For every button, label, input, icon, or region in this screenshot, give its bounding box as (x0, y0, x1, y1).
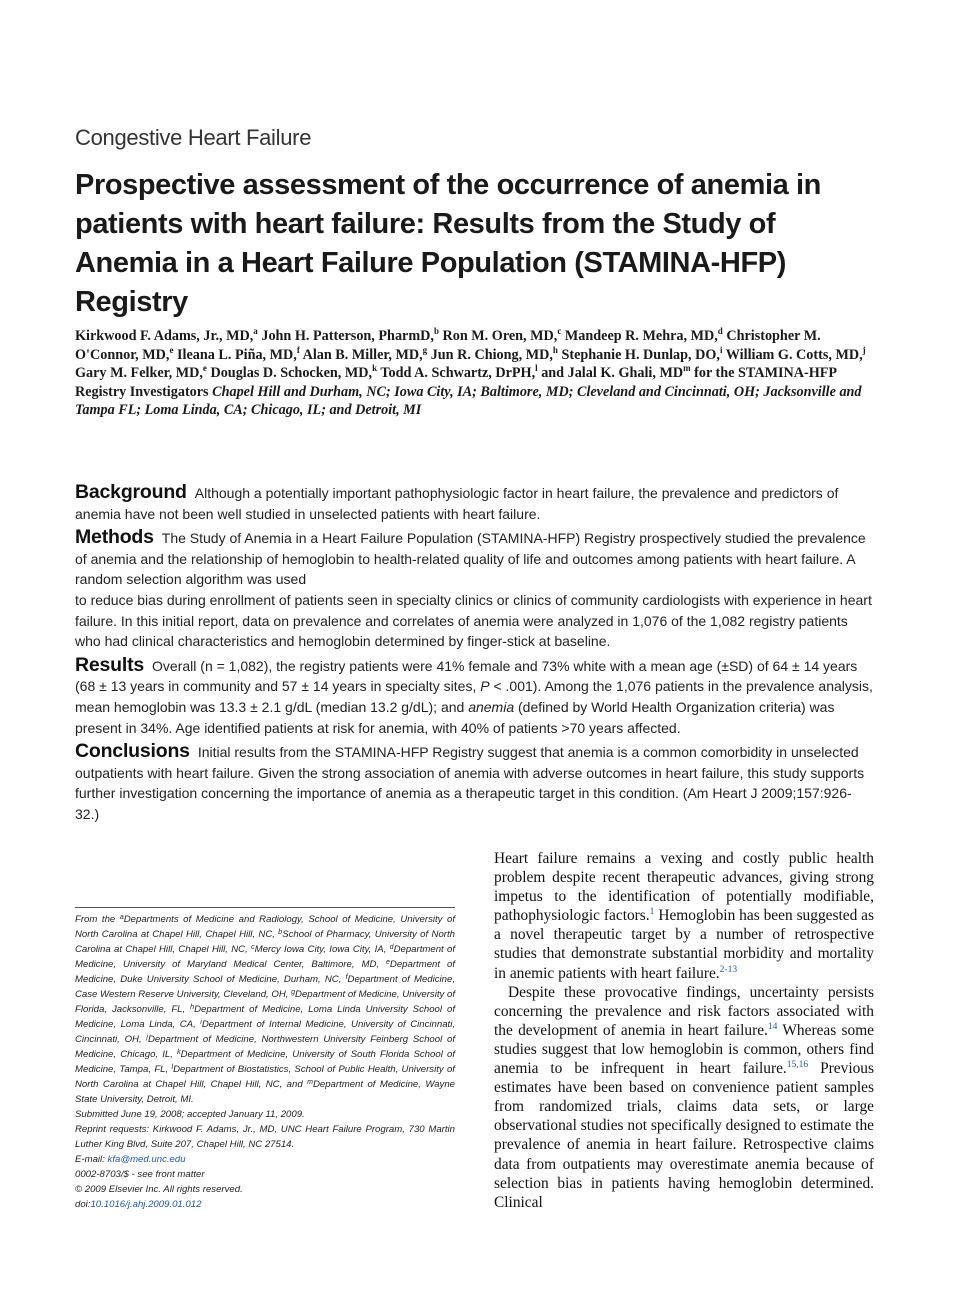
affiliation-mark: f (345, 974, 348, 981)
author-affiliation-mark: h (552, 344, 558, 355)
body-text-column (494, 849, 874, 1212)
author-affiliation-mark: e (202, 363, 207, 374)
affiliation-mark: a (119, 914, 124, 921)
citation-link[interactable]: 2-13 (719, 964, 738, 975)
author (302, 344, 428, 363)
footnotes (75, 912, 455, 1212)
reprint-note: Reprint requests: Kirkwood F. Adams, Jr., MD, UNC Heart Failure Program, 730 Martin Luther King Blvd, Suite 207, Chapel Hill, NC 27514. (75, 1124, 455, 1150)
affiliation-text: Department of Medicine, Case Western Reserve University, Cleveland, OH, (75, 974, 456, 1000)
author-affiliation-mark: i (719, 344, 723, 355)
affiliation-mark: b (278, 929, 283, 936)
author-affiliation-mark: m (683, 363, 691, 374)
author (561, 344, 723, 363)
author (430, 344, 558, 363)
author-name: Jun R. Chiong, MD, (430, 346, 553, 363)
affiliation-text: Department of Medicine, Northwestern University Feinberg School of Medicine, Chicago, IL, (75, 1034, 455, 1060)
body-text: Previous estimates have been based on convenience patient samples from randomized trials, claims data sets, or large observational studies not specifically designed to estimate the prevalence of anemia in heart failure. Retrospective claims data from outpatients may overestimate anemia because of selection bias in patients having hemoglobin determined. Clinical (494, 1060, 874, 1211)
body-text: Hemoglobin has been suggested as a novel therapeutic target by a number of retrospective studies that demonstrate substantial morbidity and mortality in anemic patients with heart failure. (494, 907, 874, 982)
copyright-note: © 2009 Elsevier Inc. All rights reserved. (75, 1184, 243, 1195)
abstract-text: Initial results from the STAMINA-HFP Registry suggest that anemia is a common comorbidity in unselected outpatients with heart failure. Given the strong association of anemia with adverse outcomes in heart failure, this study supports further investigation concerning the importance of anemia as a therapeutic target in this condition. (Am Heart J 2009;157:926-32.) (75, 744, 865, 822)
affiliation-text: Department of Internal Medicine, University of Cincinnati, Cincinnati, OH, (75, 1019, 455, 1045)
author (380, 365, 537, 381)
doi-link[interactable]: 10.1016/j.ahj.2009.01.012 (90, 1199, 202, 1210)
citation-link[interactable]: 1 (649, 907, 655, 918)
article-title: Prospective assessment of the occurrence of anemia in patients with heart failure: Results from the Study of Anemia in a Heart Failure Population (STAMINA-HFP) Registry (75, 169, 821, 318)
submitted-note: Submitted June 19, 2008; accepted January 11, 2009. (75, 1109, 305, 1120)
body-paragraph (494, 983, 874, 1212)
affiliation-text: Department of Medicine, University of South Florida School of Medicine, Tampa, FL, (75, 1049, 455, 1075)
affiliation-text: Mercy Iowa City, Iowa City, IA, (254, 944, 387, 955)
author (261, 328, 439, 344)
author-affiliation-mark: c (557, 326, 562, 336)
author-affiliation-mark: e (169, 344, 174, 355)
section-label: Congestive Heart Failure (75, 125, 312, 150)
anemia-term: anemia (468, 698, 515, 715)
doi-label: doi: (75, 1199, 91, 1210)
author-affiliation-mark: l (535, 363, 538, 374)
abstract-heading: Results (75, 653, 145, 676)
abstract-text: Although a potentially important pathophysiologic factor in heart failure, the prevalence and predictors of anemia have not been well studied in unselected patients with heart failure. (75, 485, 839, 522)
affiliations (75, 912, 455, 1107)
p-symbol: P (480, 678, 490, 695)
abstract (75, 482, 875, 828)
abstract-methods (75, 527, 875, 652)
author-name: Christopher M. O'Connor, MD, (75, 328, 821, 363)
author-name: and Jalal K. Ghali, MD (541, 365, 684, 382)
affiliation-text: Department of Medicine, Duke University School of Medicine, Durham, NC, (75, 959, 455, 985)
author-name: Douglas D. Schocken, MD, (210, 365, 373, 382)
from-prefix: From the (75, 914, 116, 925)
author (565, 328, 723, 344)
body-paragraph (494, 849, 874, 983)
author (443, 328, 562, 344)
author-name: Ron M. Oren, MD, (442, 328, 558, 344)
affiliation-list (75, 914, 455, 1105)
abstract-text: Overall (n = 1,082), the registry patients were 41% female and 73% white with a mean age (±SD) of 64 ± 14 years (68 ± 13 years in community and 57 ± 14 years in specialty sites, (75, 657, 858, 695)
author-affiliation-mark: f (296, 344, 300, 355)
author-affiliation-mark: k (372, 363, 378, 374)
affiliation-text: Department of Medicine, University of Maryland Medical Center, Baltimore, MD, (75, 944, 455, 970)
author-affiliation-mark: a (253, 326, 258, 336)
author-name: Alan B. Miller, MD, (302, 346, 423, 363)
author-affiliation-mark: b (433, 326, 439, 336)
abstract-heading: Background (75, 481, 187, 503)
affiliation-text: Department of Medicine, Wayne State University, Detroit, MI. (75, 1079, 455, 1105)
abstract-heading: Conclusions (75, 740, 190, 763)
affiliation-mark: i (200, 1019, 202, 1026)
affiliation-mark: j (146, 1034, 148, 1041)
abstract-text: (defined by World Health Organization criteria) was present in 34%. Age identified patients at risk for anemia, with 40% of patients >70 years affected. (75, 698, 835, 736)
author (541, 365, 690, 381)
affiliation-mark: m (307, 1079, 313, 1086)
author-name: Ileana L. Piña, MD, (177, 346, 297, 363)
affiliation-text: Department of Medicine, University of Florida, Jacksonville, FL, (75, 989, 455, 1015)
author-name: Mandeep R. Mehra, MD, (564, 328, 718, 344)
author-name: Gary M. Felker, MD, (75, 365, 203, 382)
abstract-conclusions (75, 741, 875, 824)
email-line (75, 1152, 455, 1167)
affiliation-mark: k (177, 1049, 181, 1056)
abstract-text: < .001). Among the 1,076 patients in the prevalence analysis, mean hemoglobin was 13.3 ± 2.1 g/dL (median 13.2 g/dL); and (75, 678, 873, 715)
author-name: Stephanie H. Dunlap, DO, (561, 346, 720, 363)
author-affiliation-mark: g (422, 344, 428, 355)
affiliation-text: Department of Medicine, Loma Linda University School of Medicine, Loma Linda, CA, (75, 1004, 455, 1030)
author-name: Kirkwood F. Adams, Jr., MD, (75, 328, 254, 344)
abstract-heading: Methods (75, 526, 154, 549)
author-name: John H. Patterson, PharmD, (261, 328, 434, 344)
author-locations: Chapel Hill and Durham, NC; Iowa City, IA; Baltimore, MD; Cleveland and Cincinnati, OH; Jacksonville and Tampa FL; Loma Linda, CA; Chicago, IL; and Detroit, MI (75, 383, 862, 419)
affiliation-mark: e (386, 959, 390, 966)
author-affiliation-mark: j (862, 344, 866, 355)
abstract-text: to reduce bias during enrollment of patients seen in specialty clinics or clinics of community cardiologists with experience in heart failure. In this initial report, data on prevalence and correlates of anemia were analyzed in 1,076 of the 1,082 registry patients who had clinical characteristics and hemoglobin determined by finger-stick at baseline. (75, 591, 872, 650)
abstract-results (75, 655, 875, 738)
email-link[interactable]: kfa@med.unc.edu (107, 1154, 186, 1165)
author (177, 344, 300, 363)
affiliation-mark: c (251, 944, 255, 951)
authors-tail: for the STAMINA-HFP Registry Investigators (75, 365, 837, 400)
abstract-text: The Study of Anemia in a Heart Failure Population (STAMINA-HFP) Registry prospectively studied the prevalence of anemia and the relationship of hemoglobin to health-related quality of life and outcomes among patients with heart failure. A random selection algorithm was used (75, 530, 866, 588)
affiliation-mark: h (190, 1004, 195, 1011)
body-text: Heart failure remains a vexing and costly public health problem despite recent therapeutic advances, giving strong impetus to the identification of potentially modifiable, pathophysiologic factors. (494, 850, 874, 925)
affiliation-mark: l (171, 1064, 174, 1071)
body-text: Whereas some studies suggest that low hemoglobin is common, others find anemia to be infrequent in heart failure. (494, 1021, 874, 1078)
author-name: William G. Cotts, MD, (725, 346, 863, 363)
email-label: E-mail: (75, 1154, 105, 1165)
author-list (75, 327, 875, 420)
issn-note: 0002-8703/$ - see front matter (75, 1169, 205, 1180)
footnote-divider (75, 907, 455, 908)
body-text: Despite these provocative findings, uncertainty persists concerning the prevalence and risk factors associated with the development of anemia in heart failure. (494, 983, 874, 1039)
affiliation-mark: g (291, 989, 296, 996)
abstract-background (75, 482, 875, 524)
citation-link[interactable]: 15,16 (786, 1060, 809, 1071)
affiliation-text: Department of Biostatistics, School of Public Health, University of North Carolina at Chapel Hill, Chapel Hill, NC, and (75, 1064, 455, 1090)
author-name: Todd A. Schwartz, DrPH, (380, 365, 536, 382)
author (210, 365, 377, 381)
author-affiliation-mark: d (717, 326, 723, 336)
citation-link[interactable]: 14 (767, 1021, 778, 1032)
author (725, 344, 866, 363)
author (75, 328, 258, 344)
affiliation-mark: d (389, 944, 394, 951)
doi-line (75, 1197, 455, 1212)
author (75, 365, 207, 381)
affiliation-text: School of Pharmacy, University of North Carolina at Chapel Hill, Chapel Hill, NC, (75, 929, 455, 955)
affiliation-text: Departments of Medicine and Radiology, School of Medicine, University of North Carolina at Chapel Hill, Chapel Hill, NC, (75, 914, 455, 940)
